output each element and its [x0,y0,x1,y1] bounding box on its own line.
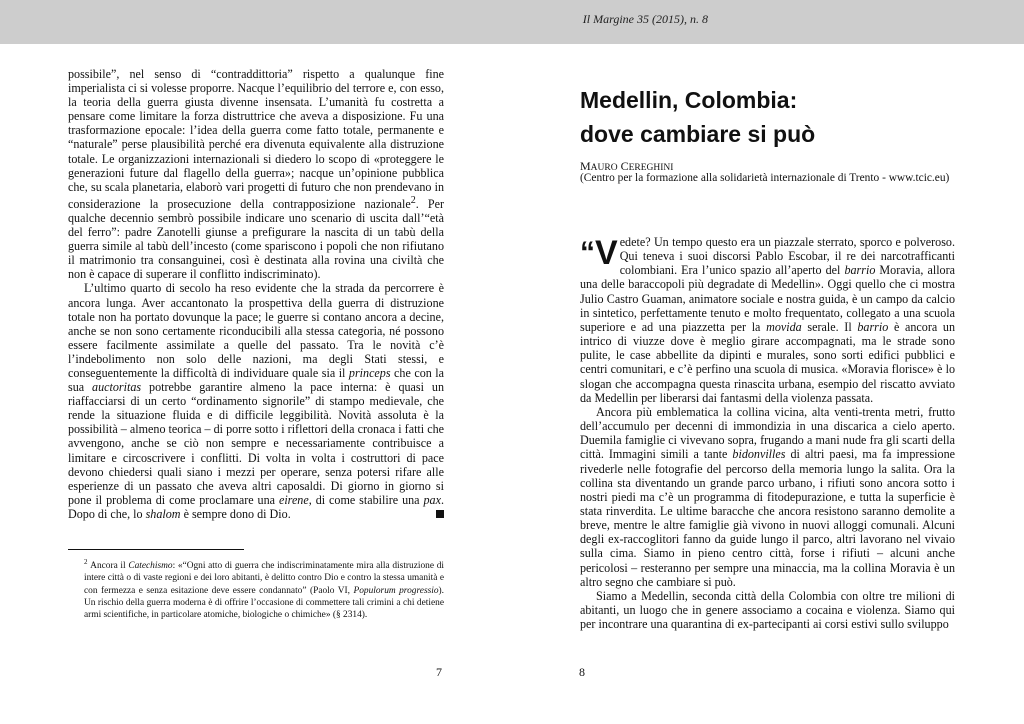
footnote [68,556,444,622]
paragraph: possibile”, nel senso di “contraddittoria” rispetto a qualunque fine imperialista ci si volesse proporre. Nacque l’equilibrio del terrore e, con esso, la teoria della guerra giusta divenne insensata. L’umanità fu costretta a pensare come limitare la forza distruttrice che aveva a disposizione. Fu una trasformazione epocale: l’idea della guerra come fatto totale, permanente e “naturale” perse plausibilità perché era divenuta equivalente alla distruzione totale. Le organizzazioni internazionali si diedero lo scopo di «proteggere le generazioni future dal flagello della guerra»; nacque un’opinione pubblica che, su scala planetaria, elaborò vari progetti di futuro che non prendevano in considerazione la prosecuzione della contrapposizione nazionale$^2$. Per qualche decennio sembrò possibile indicare uno scenario di uscita dall’“età del ferro”: padre Zanotelli giunse a prefigurare la nascita di un tabù della guerra simile al tabù dell’incesto (come spariscono i popoli che non rifiutano il matrimonio tra consanguinei, così è destinata alla rovina una civiltà che non è capace di superare il conflitto indiscriminato). [68,67,444,282]
author-name: MAURO CEREGHINI [580,159,674,173]
paragraph: Siamo a Medellin, seconda città della Colombia con oltre tre milioni di abitanti, un luogo che in genere associamo a cocaina e violenza. Siamo qui per incontrare una quarantina di ex-partecipanti ai corsi estivi sullo sviluppo [580,588,955,632]
footnote-text: $^2$ Ancora il Catechismo: «“Ogni atto di guerra che indiscriminatamente mira alla distruzione di intere città o di vaste regioni e dei loro abitanti, è delitto contro Dio e contro la stessa umanità e con fermezza e senza esitazione deve essere condannato” (Paolo VI, Populorum progressio). Un rischio della guerra moderna è di offrire l’occasione di commettere tali crimini a chi detiene armi scientifiche, in particolare atomiche, biologiche o chimiche» (§ 2314). [84,558,444,621]
title-line-2: dove cambiare si può [580,121,816,147]
running-header-bar [0,0,1024,44]
title-line-1: Medellin, Colombia: [580,87,798,113]
drop-cap: “V [580,234,618,272]
running-head: Il Margine 35 (2015), n. 8 [582,12,708,26]
left-page-body [68,67,444,521]
paragraph: L’ultimo quarto di secolo ha reso evidente che la strada da percorrere è ancora lunga. Aver accantonato la prospettiva della guerra di distruzione totale non ha portato dovunque la pace; le guerre si contano ancora a decine, anche se non sono certamente riconducibili alla stessa categoria, né possono essere facilmente assimilate a quelle del passato. Tra le novità c’è l’indebolimento non solo delle nazioni, ma degli Stati stessi, e conseguentemente la difficoltà di individuare quale sia il princeps che con la sua auctoritas potrebbe garantire almeno la pace interna: è quasi un riaffacciarsi di un certo “ordinamento signorile” di stampo medievale, che rende la situazione fluida e di difficile leggibilità. Novità assoluta è la possibilità – almeno teorica – di porre sotto i riflettori della cronaca i fatti che avvengono, anche se ciò non sempre e necessariamente contribuisce a limitare e circoscrivere i conflitti. Di volta in volta i costruttori di pace devono chiedersi quali siano i mezzi per operare, senza potersi rifare alle esperienze di un passato che aveva altri caposaldi. Di giorno in giorno si pone il problema di come proclamare una eirene, di come stabilire una pax. Dopo di che, lo shalom è sempre dono di Dio. [68,281,445,521]
article-title [580,83,960,151]
author-affiliation: (Centro per la formazione alla solidarietà internazionale di Trento - www.tcic.eu) [580,172,950,184]
footnote-ref[interactable]: 2 [410,194,416,206]
footnote-divider [68,549,244,550]
right-page-body [580,235,955,631]
paragraph: “V edete? Un tempo questo era un piazzale sterrato, sporco e polveroso. Qui teneva i suoi discorsi Pablo Escobar, il re dei narcotrafficanti colombiani. Era l’unico spazio all’aperto del barrio Moravia, allora una delle baraccopoli più degradate di Medellin». Oggi quello che ci mostra Julio Castro Guaman, animatore sociale e nostra guida, è un campo da calcio in sintetico, perfettamente tenuto e molto frequentato, collegato a una scuola superiore e ad una piazzetta per la movida serale. Il barrio è ancora un intrico di viuzze dove è meglio girare accompagnati, ma le strade sono pulite, le case abbellite da dipinti e murales, sono sorti edifici pubblici e centri comunitari, e c’è perfino una scuola di musica. «Moravia florisce» è lo slogan che accompagna questa rinascita urbana, esempio del riscatto avviato da Medellin per liberarsi dai fantasmi della violenza passata. [580,234,955,405]
end-of-article-mark [436,510,444,518]
page-number-right: 8 [579,665,585,679]
footnote-number: 2 [84,558,88,566]
page-number-left: 7 [436,665,442,679]
paragraph: Ancora più emblematica la collina vicina, alta venti-trenta metri, frutto dell’accumulo per decenni di immondizia in una discarica a cielo aperto. Duemila famiglie ci vivevano sopra, frugando a mani nude fra gli scarti della città. Immagini simili a tante bidonvilles di altri paesi, ma fa impressione rivederle nelle fotografie del percorso della memoria lungo la salita. Ora la collina sta diventando un grande parco urbano, i rifiuti sono ancora sotto i nostri piedi ma c’è un programma di fitodepurazione, e tutta la superficie è stata rinverdita. Le ultime baracche che ancora resistono saranno demolite a breve, mentre le altre famiglie già vivono in nuovi alloggi comunali. Alcuni degli ex-raccoglitori fanno da guide lungo il parco, altri lavorano nel vivaio sulla cima. Siamo in pieno centro città, forse i rifiuti – alcuni anche pericolosi – resteranno per sempre una minaccia, ma la collina Moravia è un altro segno che cambiare si può. [580,404,955,589]
